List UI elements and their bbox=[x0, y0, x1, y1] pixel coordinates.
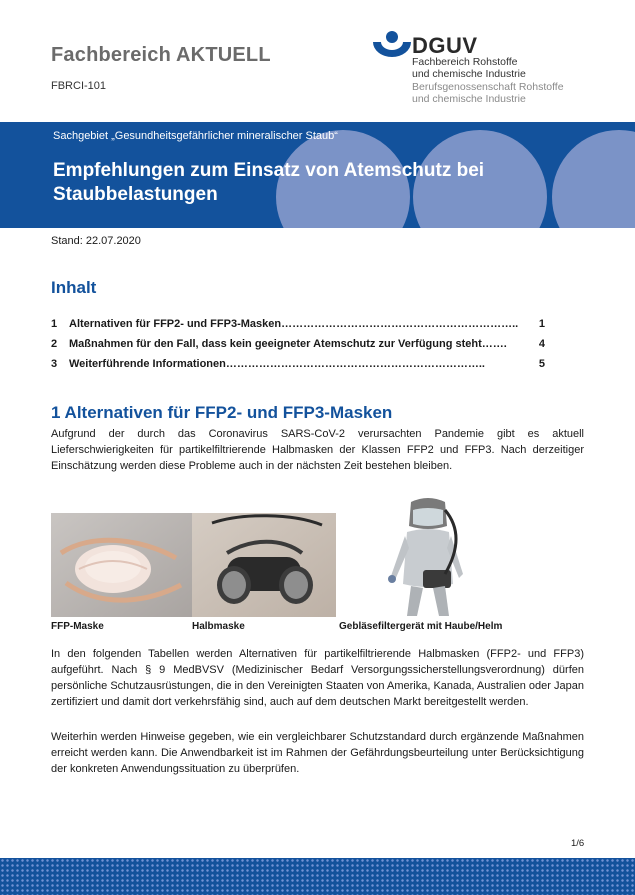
toc-item-dots: ……………………………………………………….. bbox=[281, 318, 519, 330]
toc-item-page: 4 bbox=[538, 338, 545, 350]
toc-heading: Inhalt bbox=[51, 278, 97, 297]
figure-caption: Halbmaske bbox=[192, 621, 245, 632]
section-heading: 1 Alternativen für FFP2- und FFP3-Masken bbox=[51, 403, 393, 422]
logo-line-3: Berufsgenossenschaft Rohstoffe bbox=[412, 81, 564, 93]
paragraph: Aufgrund der durch das Coronavirus SARS-CoV-2 verursachten Pandemie gibt es aktuell Lieferschwierigkeiten für partikelfiltrierende Halbmasken der Klassen FFP2 und FFP3. Nach derzeitiger Einschätzung werden diese Probleme auch in der nächsten Zeit bestehen bleiben. bbox=[51, 428, 584, 472]
series-title: Fachbereich AKTUELL bbox=[51, 44, 271, 66]
half-mask-photo bbox=[192, 513, 336, 617]
logo-line-4: und chemische Industrie bbox=[412, 93, 526, 105]
figure-caption: FFP-Maske bbox=[51, 621, 104, 632]
paragraph: In den folgenden Tabellen werden Alternativen für partikelfiltrierende Halbmasken (FFP2- und FFP3) aufgeführt. Nach § 9 MedBVSV (Medizinischer Bedarf Versorgungssicherstellungsverordnung) dürfen persönliche Schutzausrüstungen, die in den Vereinigten Staaten von Amerika, Kanada, Australien oder Japan zertifiziert und damit dort verkehrsfähig sind, auch auf dem deutschen Markt bereitgestellt werden. bbox=[51, 648, 584, 708]
footer-band bbox=[0, 858, 635, 895]
toc-item[interactable] bbox=[51, 358, 545, 370]
toc-item-text: Alternativen für FFP2- und FFP3-Masken bbox=[69, 318, 282, 330]
document-code: FBRCI-101 bbox=[51, 80, 107, 92]
logo-line-1: Fachbereich Rohstoffe bbox=[412, 56, 518, 68]
page-number: 1/6 bbox=[571, 838, 585, 849]
toc-item-text: Weiterführende Informationen bbox=[69, 358, 226, 370]
toc-item-number: 3 bbox=[51, 358, 58, 370]
date-stamp: Stand: 22.07.2020 bbox=[51, 235, 141, 247]
toc-item-page: 5 bbox=[538, 358, 545, 370]
toc-item-number: 2 bbox=[51, 338, 58, 350]
toc-item[interactable] bbox=[51, 338, 545, 350]
toc-item-page: 1 bbox=[538, 318, 545, 330]
toc-item-dots: …………………………………………………………….. bbox=[225, 358, 485, 370]
dguv-logo-icon bbox=[372, 30, 412, 58]
toc-item[interactable] bbox=[51, 318, 545, 330]
logo-line-2: und chemische Industrie bbox=[412, 68, 526, 80]
powered-respirator-photo bbox=[383, 496, 473, 618]
logo-wordmark: DGUV bbox=[412, 33, 478, 58]
toc-item-number: 1 bbox=[51, 318, 58, 330]
toc-item-text: Maßnahmen für den Fall, dass kein geeigneter Atemschutz zur Verfügung steht bbox=[69, 338, 482, 350]
figure-caption: Gebläsefiltergerät mit Haube/Helm bbox=[339, 621, 503, 632]
toc-item-dots: ……. bbox=[481, 338, 507, 350]
document-title: Empfehlungen zum Einsatz von Atemschutz bei Staubbelastungen bbox=[53, 160, 485, 205]
banner-subtitle: Sachgebiet „Gesundheitsgefährlicher mineralischer Staub“ bbox=[53, 130, 338, 142]
title-banner bbox=[0, 122, 635, 228]
paragraph: Weiterhin werden Hinweise gegeben, wie ein vergleichbarer Schutzstandard durch ergänzende Maßnahmen erreicht werden kann. Die Anwendbarkeit ist im Rahmen der Gefährdungsbeurteilung unter Berücksichtigung der konkreten Anwendungssituation zu überprüfen. bbox=[51, 731, 584, 775]
ffp-mask-photo bbox=[51, 513, 192, 617]
